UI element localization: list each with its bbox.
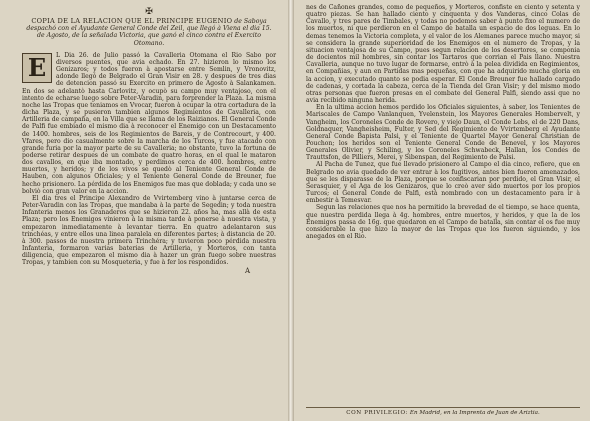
left-page: [0, 0, 288, 421]
document-heading: [22, 18, 276, 47]
heading-rest: de Saboya despachó con el Ayudante General Conde del Zeil, que llegó à Viena el dia 15. de Agosto, de la señalada Victoria, que ganó el cinco contra el Exercito Otomano.: [26, 18, 272, 47]
privilege-mark: CON PRIVILEGIO:: [346, 410, 409, 416]
heading-caps: COPIA DE LA RELACION QUE EL PRINCIPE EUGENIO: [31, 17, 233, 25]
right-body: [306, 4, 580, 240]
left-paragraph-2: El dia tres el Principe Alexandro de Vvirtemberg vino à juntarse cerca de Peter-Varadin con las Tropas, que mandaba à la parte de Segedin; y toda nuestra Infanteria menos los Granaderos que se hizieron 22. años ha, mas allà de esta Plaza; pero los Enemigos vinieron à la misma tarde à ponerse à nuestra vista, y empezaron inmediatamente à levantar tierra. En quatro adelantaron sus trinchéas, y entre ellos una linea paralela en diferentes partes; à distancia de 20. à 300. passos de nuestra primera Trinchéra; y tuvieron poco pérdida nuestra Infanteria, formaron varias baterias de Artilleria, y Morteros, con tanta diligencia, que empezaron el mismo dia à hazer un gran fuego sobre nuestras Tropas, y tambien con su Mosqueteria, y fue à fer los respondidos.: [22, 194, 276, 267]
privilege-imprint: [306, 407, 580, 417]
right-paragraph-2: En la ultima accion hemos perdido los Oficiales siguientes, à saber, los Tenientes de Mariscales de Campo Vanlanquen, Yvelenstein, los Mayores Generales Hombervelt, y Vangheim, los Coroneles Conde de Rovero, y viejo Daun, el Conde Lebs, el de 220 Dans, Goldnaquer, Vangheisheim, Fulter, y Sed del Regimiento de Vvirtemberg el Ayudante General Conde Bapista Palsi, y el Teniente de Quartel Mayor General Christian de Pouchon; los heridos son el Teniente General Conde de Benevel, y los Mayores Generales Olivier, y Schiling, y los Coroneles Schwabeck, Hallan, los Condes de Trauttsfon, de Pilliers, Merei, y Sibenspan, del Regimiento de Palsi.: [306, 104, 580, 162]
drop-cap-letter: E: [27, 52, 47, 82]
right-paragraph-1: nes de Cañones grandes, como de pequeños, y Morteros, confiste en ciento y setenta y quatro piezas. Se han hallado ciento y cinquenta y dos Vanderas, cinco Colas de Cavallo, y tres pares de Timbales, y todas no podemos saber à punto fixo el numero de los muertos, ni que perdieron en el Campo de batalla un espacio de dos leguas. En lo demas tenemos la Victoria completa, y el valor de los Alemanes parece mucho mayor, si se considera la grande superioridad de los Enemigos en el numero de Tropas, y la situacion ventajosa de su Campo, pues segun relacion de los desertores, se componia de docientos mil hombres, sin contar los Tartaros que corrian el Pais llano. Nuestra Cavalleria, aunque no tuvo lugar de formarse, entrò à la pelea dividida en Regimientos, en Compañias, y aun en Partidas mas pequeñas, con que ha adquirido mucha gloria en la accion, y executado quanto se podia esperar. El Conde Breuner fue hallado cargado de cadenas, y cortada la cabeza, cerca de la Tienda del Gran Visir; y del mismo modo otras personas que fueron presas en el combate del General Palfi, siendo assi que no avia recibido ninguna herida.: [306, 4, 580, 105]
right-paragraph-3: Al Pacha de Tunez, que fue llevado prisionero al Campo el dia cinco, refiere, que en Belgrado no avia quedado de ver entrar à los fugitivos, antes bien fueron amenazados, que se les disparasse de la Plaza, porque se confiscarian por perdido, el Gran Visir, el Serasquier, y el Aga de los Genizaros, que lo creò aver sido muertos por los propios Turcos; el General Conde de Palfi, està nombrado con un destacamento para ir à embestir à Temesvar.: [306, 161, 580, 205]
right-paragraph-4: Segun las relaciones que nos ha permitido la brevedad de el tiempo, se hace quenta, que nuestra perdida llega à 4g. hombres, entre muertos, y heridos, y que la de los Enemigos passa de 16g. que quedaron en el Campo de batalla, sin contar el os fue muy considerable la que hizo la mayor de las Tropas que los fueron siguiendo, y los anegados en el Rio.: [306, 204, 580, 240]
cross-ornament: ✠: [145, 7, 153, 17]
left-body: [22, 52, 276, 267]
right-page: [294, 0, 590, 421]
left-paragraph-1: L Dia 26. de Julio passó la Cavalleria Otomana el Rio Sabo por diversos puentes, que avia echado. En 27. hizieron lo mismo los Genizaros; y todos fueron à apostarse entre Semlin, y Vronovitz, adonde llegó de Belgrado el Gran Visir en 28. y despues de tres dias de detencion passó su Exercito en primero de Agosto à Salankamen. En dos se adelantò hasta Carlovitz, y ocupò su campo muy ventajoso, con el intento de echarse luego sobre Peter-Varadin, para forprender la Plaza. La misma noche las Tropas que teniamos en Vvocar, fueron à ocupar la otra cortadura de la dicha Plaza, y se pusieron tambien algunos Regimientos de Cavalleria, con Artilleria de campaña, en la Villa que se llama de los Raizianos. El General Conde de Palfi fue embiado el mismo dia à reconocer el Enemigo con un Destacamento de 1400. hombres, seis de los Regimientos de Bareis, y de Contrecourt, y 400. Vfares, pero dio casualmente sobre la marcha de los Turcos, y fue atacado con grande furia por la mayor parte de su Cavalleria; no obstante, tuvo la fortuna de poderse retirar despues de un combate de quatro horas, en el qual le mataron dos cavallos, en que iba montado, y perdimos cerca de 400. hombres, entre muertos, y heridos; y de los vivos se quedò al Teniente General Conde de Hauben, con algunos Oficiales; y el Teniente General Conde de Breuner, fue hecho prisionero. La pérdida de los Enemigos fue mas que doblada; y cada uno se bolviò con gran valor en la accion.: [22, 51, 276, 195]
imprint-line: En Madrid, en la Imprenta de Juan de Ariztia.: [409, 410, 540, 416]
drop-cap: [22, 53, 52, 83]
catchword: A: [244, 266, 250, 275]
